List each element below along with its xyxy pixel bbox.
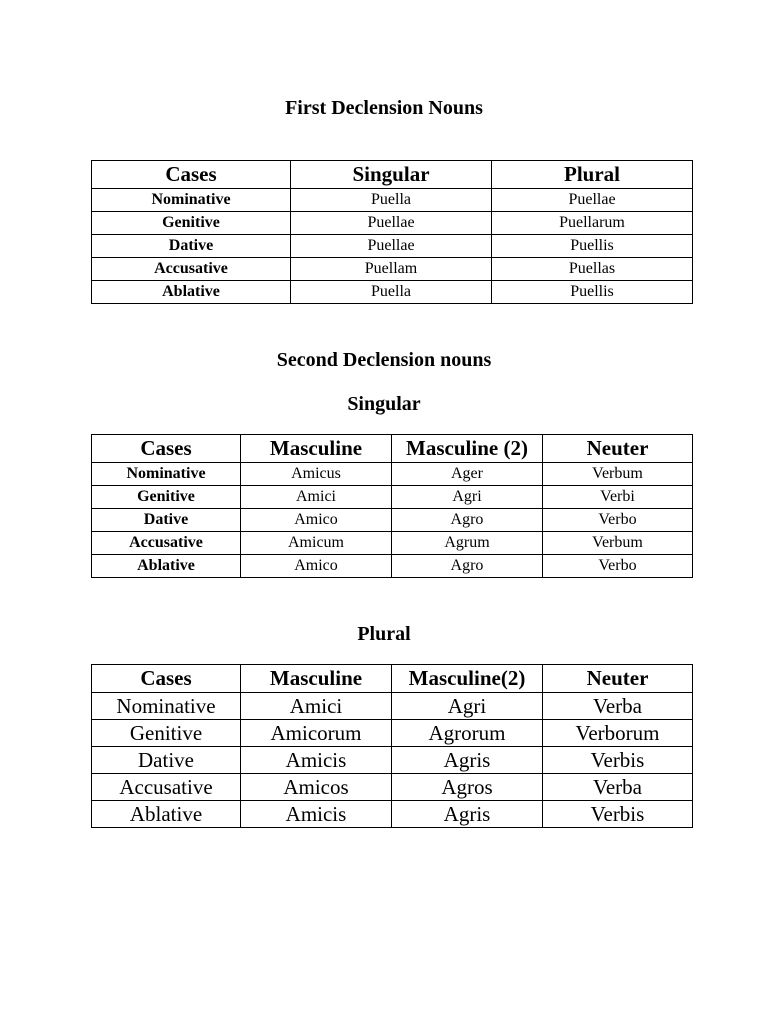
- form-cell: Agros: [392, 774, 543, 801]
- case-cell: Ablative: [92, 555, 241, 578]
- table-row: [92, 747, 693, 774]
- form-cell: Amicum: [241, 532, 392, 555]
- case-cell: Nominative: [92, 189, 291, 212]
- form-cell: Amici: [241, 693, 392, 720]
- form-cell: Verbum: [543, 463, 693, 486]
- form-cell: Amicis: [241, 747, 392, 774]
- case-cell: Accusative: [92, 258, 291, 281]
- form-cell: Agrum: [392, 532, 543, 555]
- form-cell: Agris: [392, 747, 543, 774]
- singular-subtitle: Singular: [347, 393, 421, 415]
- header-cases: Cases: [92, 665, 241, 693]
- form-cell: Agri: [392, 486, 543, 509]
- header-masculine: Masculine: [241, 435, 392, 463]
- second-declension-title: Second Declension nouns: [276, 349, 492, 371]
- case-cell: Dative: [92, 747, 241, 774]
- case-cell: Genitive: [92, 720, 241, 747]
- table-header-row: [92, 665, 693, 693]
- form-cell: Verbo: [543, 509, 693, 532]
- table-row: [92, 281, 693, 304]
- table-row: [92, 693, 693, 720]
- form-cell: Agrorum: [392, 720, 543, 747]
- header-masculine-2: Masculine(2): [392, 665, 543, 693]
- table-row: [92, 720, 693, 747]
- form-cell: Verborum: [543, 720, 693, 747]
- table-row: [92, 509, 693, 532]
- form-cell: Puella: [291, 189, 492, 212]
- form-cell: Agro: [392, 555, 543, 578]
- second-declension-singular-table: [91, 434, 693, 578]
- case-cell: Ablative: [92, 801, 241, 828]
- form-cell: Ager: [392, 463, 543, 486]
- case-cell: Dative: [92, 235, 291, 258]
- table-row: [92, 774, 693, 801]
- header-singular: Singular: [291, 161, 492, 189]
- first-declension-title: First Declension Nouns: [285, 97, 483, 119]
- table-row: [92, 463, 693, 486]
- header-neuter: Neuter: [543, 665, 693, 693]
- table-header-row: [92, 435, 693, 463]
- header-cases: Cases: [92, 435, 241, 463]
- form-cell: Amico: [241, 555, 392, 578]
- header-masculine-2: Masculine (2): [392, 435, 543, 463]
- form-cell: Verba: [543, 693, 693, 720]
- form-cell: Amico: [241, 509, 392, 532]
- table-row: [92, 235, 693, 258]
- form-cell: Amicos: [241, 774, 392, 801]
- form-cell: Verbis: [543, 801, 693, 828]
- table-header-row: [92, 161, 693, 189]
- first-declension-table: [91, 160, 693, 304]
- form-cell: Verbis: [543, 747, 693, 774]
- second-declension-plural-table: [91, 664, 693, 828]
- form-cell: Puellae: [492, 189, 693, 212]
- case-cell: Ablative: [92, 281, 291, 304]
- case-cell: Genitive: [92, 486, 241, 509]
- header-masculine: Masculine: [241, 665, 392, 693]
- case-cell: Dative: [92, 509, 241, 532]
- table-row: [92, 212, 693, 235]
- form-cell: Puellis: [492, 235, 693, 258]
- form-cell: Puella: [291, 281, 492, 304]
- form-cell: Amicus: [241, 463, 392, 486]
- table-row: [92, 555, 693, 578]
- form-cell: Agris: [392, 801, 543, 828]
- form-cell: Verba: [543, 774, 693, 801]
- table-row: [92, 486, 693, 509]
- table-row: [92, 189, 693, 212]
- form-cell: Puellam: [291, 258, 492, 281]
- form-cell: Agro: [392, 509, 543, 532]
- form-cell: Puellarum: [492, 212, 693, 235]
- form-cell: Puellas: [492, 258, 693, 281]
- form-cell: Puellae: [291, 235, 492, 258]
- form-cell: Verbi: [543, 486, 693, 509]
- case-cell: Accusative: [92, 774, 241, 801]
- form-cell: Verbo: [543, 555, 693, 578]
- form-cell: Amicorum: [241, 720, 392, 747]
- form-cell: Verbum: [543, 532, 693, 555]
- form-cell: Agri: [392, 693, 543, 720]
- form-cell: Puellae: [291, 212, 492, 235]
- table-row: [92, 258, 693, 281]
- plural-subtitle: Plural: [357, 623, 411, 645]
- table-row: [92, 532, 693, 555]
- case-cell: Genitive: [92, 212, 291, 235]
- form-cell: Puellis: [492, 281, 693, 304]
- case-cell: Nominative: [92, 463, 241, 486]
- header-plural: Plural: [492, 161, 693, 189]
- case-cell: Nominative: [92, 693, 241, 720]
- header-neuter: Neuter: [543, 435, 693, 463]
- form-cell: Amici: [241, 486, 392, 509]
- case-cell: Accusative: [92, 532, 241, 555]
- table-row: [92, 801, 693, 828]
- form-cell: Amicis: [241, 801, 392, 828]
- header-cases: Cases: [92, 161, 291, 189]
